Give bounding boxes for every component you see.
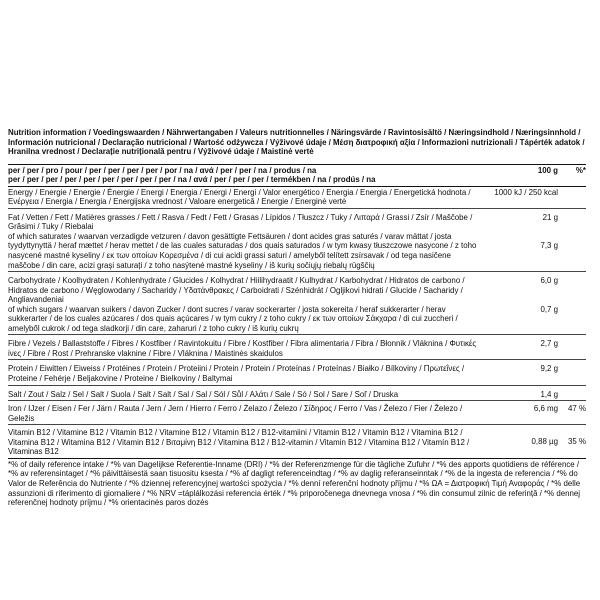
nutrient-row-iron: Iron / IJzer / Eisen / Fer / Järn / Rauta / Jern / Jern / Hierro / Ferro / Żelazo / Železo / Σίδηρος / Ferro / Vas / Železo / Fier / Železo / Geležis 6,6 mg 47 % xyxy=(8,401,586,425)
amount-column-header: 100 g xyxy=(537,165,558,175)
nutrient-row-vitamin-b12: Vitamin B12 / Vitamine B12 / Vitamin B12 / Vitamine B12 / Vitamin B12 / B12-vitamiini / Vitamin B12 / Vitamin B12 / Vitamina B12 / Vitamina B12 / Witamina B12 / Vitamin B12 / Βιταμίνη B12 / Vitamina B12 / B12-vitamin / Vitamin B12 / Vitamina B12 / Vitamín B12 / Vitaminas B12 0,88 µg 35 % xyxy=(8,425,586,459)
footnote: *% of daily reference intake / *% van Dagelijkse Referentie-Inname (DRI) / *% der Referenzmenge für die tägliche Zufuhr / *% des apports quotidiens de référence / *% av referensintaget / *% päivittäisestä saan tisuositu ksesta / *% af dagligt referenceindtag / *% av daglig referanseinntak / *% de la ingesta de referencia / *% do Valor de Referência do Nutriente / *% dziennej referencyjnej wartości spożycia / *% denní referenční hodnoty příjmu / *% ΩΑ = Διατροφική Τιμή Αναφοράς / *% delle assunzioni di riferimento di giornaliere / *% NRV =táplálkozási referencia érték / *% priporočenega dnevnega vnosa / *% din consumul zilnic de referință / *% dennej referenčnej hodnoty príjmu / *% orientacinės paros dozės xyxy=(8,459,581,508)
nutrition-header: Nutrition information / Voedingswaarden / Nährwertangaben / Valeurs nutritionnelles / Näringsvärde / Ravintosisältö / Næringsindhold / Næringsinnhold / Información nutricional / Declaração nutricional / Wartość odżywcza / Výživové údaje / Μέση διατροφική αξία / Informazioni nutrizionali / Tápérték adatok / Hranilna vrednost / Declarație nutrițională pentru / Výživové údaje / Maistinė vertė xyxy=(8,128,586,165)
nutrition-label xyxy=(8,128,586,508)
nutrient-row-fat: Fat / Vetten / Fett / Matières grasses / Fett / Rasva / Fedt / Fett / Grasas / Lípidos / Tłuszcz / Tuky / Λιπαρά / Grassi / Zsír / Maščobe / Grăsimi / Tuky / Riebalai 21 g of which saturates / waarvan verzadigde vetzuren / davon gesättigte Fettsäuren / dont acides gras saturés / varav mättat / josta tyydyttynyttä / heraf mættet / herav mettet / de las cuales saturadas / dos quais saturados / w tym kwasy tłuszczowe nasycone / z toho nasycené mastné kyseliny / εκ των οποίων Κορεσμένα / di cui acidi grassi saturi / amelyből telített zsírsavak / od tega nasičene maščobe / din care, acizi grași saturați / z toho nasýtené mastné kyseliny / iš kurių sočiųjų riebalų rūgščių 7,3 g xyxy=(8,209,586,272)
nrv-column-header: %* xyxy=(575,165,586,175)
nutrient-row-sugars: of which sugars / waarvan suikers / davon Zucker / dont sucres / varav sockerarter / josta sokereita / heraf sukkerarter / herav sukkerarter / de los cuales azúcares / dos quais açúcares / w tym cukry / z toho cukry / εκ των οποίων Σάκχαρα / di cui zuccheri / amelyből cukrok / od tega sladkorji / din care, zaharuri / z toho cukry / iš kurių cukrų 0,7 g xyxy=(8,304,558,333)
nutrient-row-salt: Salt / Zout / Salz / Sel / Salt / Suola / Salt / Salt / Sal / Sal / Sól / Sůl / Αλάτι / Sale / Só / Sol / Sare / Soľ / Druska 1,4 g xyxy=(8,386,586,402)
nutrient-row-carbohydrate: Carbohydrate / Koolhydraten / Kohlenhydrate / Glucides / Kolhydrat / Hiilihydraatit / Kulhydrat / Karbohydrat / Hidratos de carbono / Hidratos de carbono / Węglowodany / Sacharidy / Υδατάνθρακες / Carboidrati / Szénhidrát / Ogljikovi hidrati / Glucide / Sacharidy / Angliavandeniai 6,0 g of which sugars / waarvan suikers / davon Zucker / dont sucres / varav sockerarter / josta sokereita / heraf sukkerarter / herav sukkerarter / de los cuales azúcares / dos quais açúcares / w tym cukry / z toho cukry / εκ των οποίων Σάκχαρα / di cui zuccheri / amelyből cukrok / od tega sladkorji / din care, zaharuri / z toho cukry / iš kurių cukrų 0,7 g xyxy=(8,272,586,335)
nutrient-row-protein: Protein / Eiwitten / Eiweiss / Protéines / Protein / Proteiini / Protein / Protein / Proteínas / Proteínas / Białko / Bílkoviny / Πρωτεΐνες / Proteine / Fehérje / Beljakovine / Proteine / Bielkoviny / Baltymai 9,2 g xyxy=(8,360,586,385)
nutrient-row-energy: Energy / Energie / Energie / Énergie / Energi / Energia / Energi / Energi / Valor energético / Energia / Energia / Energetická hodnota / Ενέργεια / Energia / Energia / Energijska vrednost / Valoare energetică / Energie / Energinė vertė 1000 kJ / 250 kcal xyxy=(8,187,586,209)
nutrient-row-saturates: of which saturates / waarvan verzadigde vetzuren / davon gesättigte Fettsäuren / dont acides gras saturés / varav mättat / josta tyydyttynyttä / heraf mættet / herav mettet / de las cuales saturadas / dos quais saturados / w tym kwasy tłuszczowe nasycone / z toho nasycené mastné kyseliny / εκ των οποίων Κορεσμένα / di cui acidi grassi saturi / amelyből telített zsírsavak / od tega nasičene maščobe / din care, acizi grași saturați / z toho nasýtené mastné kyseliny / iš kurių sočiųjų riebalų rūgščių 7,3 g xyxy=(8,231,558,270)
nutrient-row-fibre: Fibre / Vezels / Ballaststoffe / Fibres / Kostfiber / Ravintokuitu / Fibre / Kostfiber / Fibra alimentaria / Fibra / Błonnik / Vláknina / Φυτικές ίνες / Fibre / Rost / Prehranske vlaknine / Fibre / Vláknina / Maistinės skaidulos 2,7 g xyxy=(8,335,586,360)
per-languages: per / per / pro / pour / per / per / per / per / por / na / ανά / per / per / na / produs / na per / per / per / per / per / per / per / per / per / na / ανά / per / per / per / termékben / na / prodús / na xyxy=(8,165,376,185)
column-header-row xyxy=(8,165,586,187)
